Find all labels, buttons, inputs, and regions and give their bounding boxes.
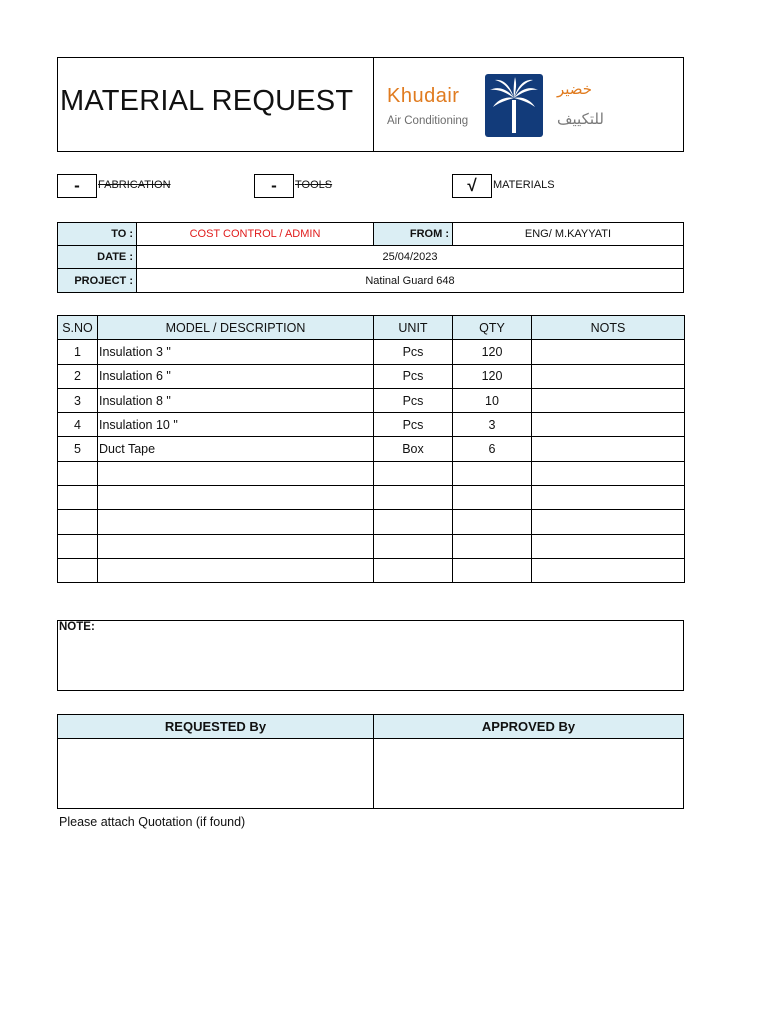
table-row	[58, 510, 685, 534]
note-label: NOTE:	[59, 621, 95, 633]
cell-qty	[453, 486, 532, 510]
cell-sno	[58, 510, 98, 534]
cell-sno	[58, 534, 98, 558]
footnote: Please attach Quotation (if found)	[59, 815, 246, 829]
brand-subtitle: Air Conditioning	[387, 115, 469, 127]
cell-sno: 5	[58, 437, 98, 461]
table-row	[58, 388, 685, 412]
cell-notes	[532, 510, 685, 534]
cell-qty	[453, 558, 532, 582]
table-row	[58, 461, 685, 485]
table-row	[58, 486, 685, 510]
cell-description	[98, 558, 374, 582]
palm-tree-icon	[485, 74, 543, 137]
cell-description: Insulation 3 "	[98, 340, 374, 364]
brand-name: Khudair	[387, 85, 460, 107]
tools-label: TOOLS	[295, 179, 333, 191]
materials-label: MATERIALS	[493, 179, 555, 191]
table-row	[58, 558, 685, 582]
cell-notes	[532, 486, 685, 510]
page-title: MATERIAL REQUEST	[60, 85, 354, 117]
cell-qty: 120	[453, 364, 532, 388]
col-header-qty: QTY	[453, 316, 532, 340]
company-logo	[373, 58, 685, 151]
project-value: Natinal Guard 648	[136, 268, 684, 293]
project-label: PROJECT :	[57, 268, 137, 293]
to-value: COST CONTROL / ADMIN	[136, 222, 374, 246]
cell-qty: 3	[453, 413, 532, 437]
table-row	[58, 413, 685, 437]
cell-sno: 3	[58, 388, 98, 412]
table-row	[58, 437, 685, 461]
cell-notes	[532, 340, 685, 364]
cell-sno	[58, 461, 98, 485]
requested-by-header: REQUESTED By	[57, 714, 374, 739]
cell-qty	[453, 510, 532, 534]
approved-by-header: APPROVED By	[373, 714, 684, 739]
cell-notes	[532, 558, 685, 582]
cell-description	[98, 486, 374, 510]
requested-by-signature-field[interactable]	[57, 738, 374, 809]
cell-sno: 1	[58, 340, 98, 364]
approved-by-signature-field[interactable]	[373, 738, 684, 809]
cell-notes	[532, 534, 685, 558]
from-label: FROM :	[373, 222, 453, 246]
fabrication-checkbox[interactable]: -	[57, 174, 97, 198]
cell-qty: 120	[453, 340, 532, 364]
cell-unit: Pcs	[374, 340, 453, 364]
cell-unit	[374, 558, 453, 582]
cell-unit	[374, 534, 453, 558]
table-row	[58, 340, 685, 364]
date-value: 25/04/2023	[136, 245, 684, 269]
cell-sno: 2	[58, 364, 98, 388]
cell-unit	[374, 461, 453, 485]
brand-name-arabic: خضير	[557, 81, 593, 98]
cell-unit: Pcs	[374, 413, 453, 437]
cell-notes	[532, 461, 685, 485]
cell-unit	[374, 486, 453, 510]
date-label: DATE :	[57, 245, 137, 269]
to-label: TO :	[57, 222, 137, 246]
note-box[interactable]	[57, 620, 684, 691]
cell-sno	[58, 486, 98, 510]
cell-description	[98, 510, 374, 534]
fabrication-label: FABRICATION	[98, 179, 171, 191]
cell-notes	[532, 364, 685, 388]
cell-description: Insulation 6 "	[98, 364, 374, 388]
brand-subtitle-arabic: للتكييف	[557, 111, 604, 128]
items-table	[57, 315, 685, 583]
table-row	[58, 534, 685, 558]
col-header-unit: UNIT	[374, 316, 453, 340]
cell-description	[98, 534, 374, 558]
from-value: ENG/ M.KAYYATI	[452, 222, 684, 246]
cell-unit: Box	[374, 437, 453, 461]
cell-unit	[374, 510, 453, 534]
cell-sno	[58, 558, 98, 582]
header-box	[57, 57, 684, 152]
cell-notes	[532, 413, 685, 437]
cell-unit: Pcs	[374, 364, 453, 388]
cell-unit: Pcs	[374, 388, 453, 412]
materials-checkbox[interactable]: √	[452, 174, 492, 198]
cell-qty	[453, 461, 532, 485]
tools-checkbox[interactable]: -	[254, 174, 294, 198]
cell-description: Insulation 8 "	[98, 388, 374, 412]
cell-sno: 4	[58, 413, 98, 437]
col-header-sno: S.NO	[58, 316, 98, 340]
cell-notes	[532, 437, 685, 461]
cell-description	[98, 461, 374, 485]
cell-qty: 10	[453, 388, 532, 412]
col-header-description: MODEL / DESCRIPTION	[98, 316, 374, 340]
cell-qty: 6	[453, 437, 532, 461]
cell-description: Duct Tape	[98, 437, 374, 461]
items-table-header	[58, 316, 685, 340]
table-row	[58, 364, 685, 388]
col-header-notes: NOTS	[532, 316, 685, 340]
cell-description: Insulation 10 "	[98, 413, 374, 437]
cell-qty	[453, 534, 532, 558]
cell-notes	[532, 388, 685, 412]
